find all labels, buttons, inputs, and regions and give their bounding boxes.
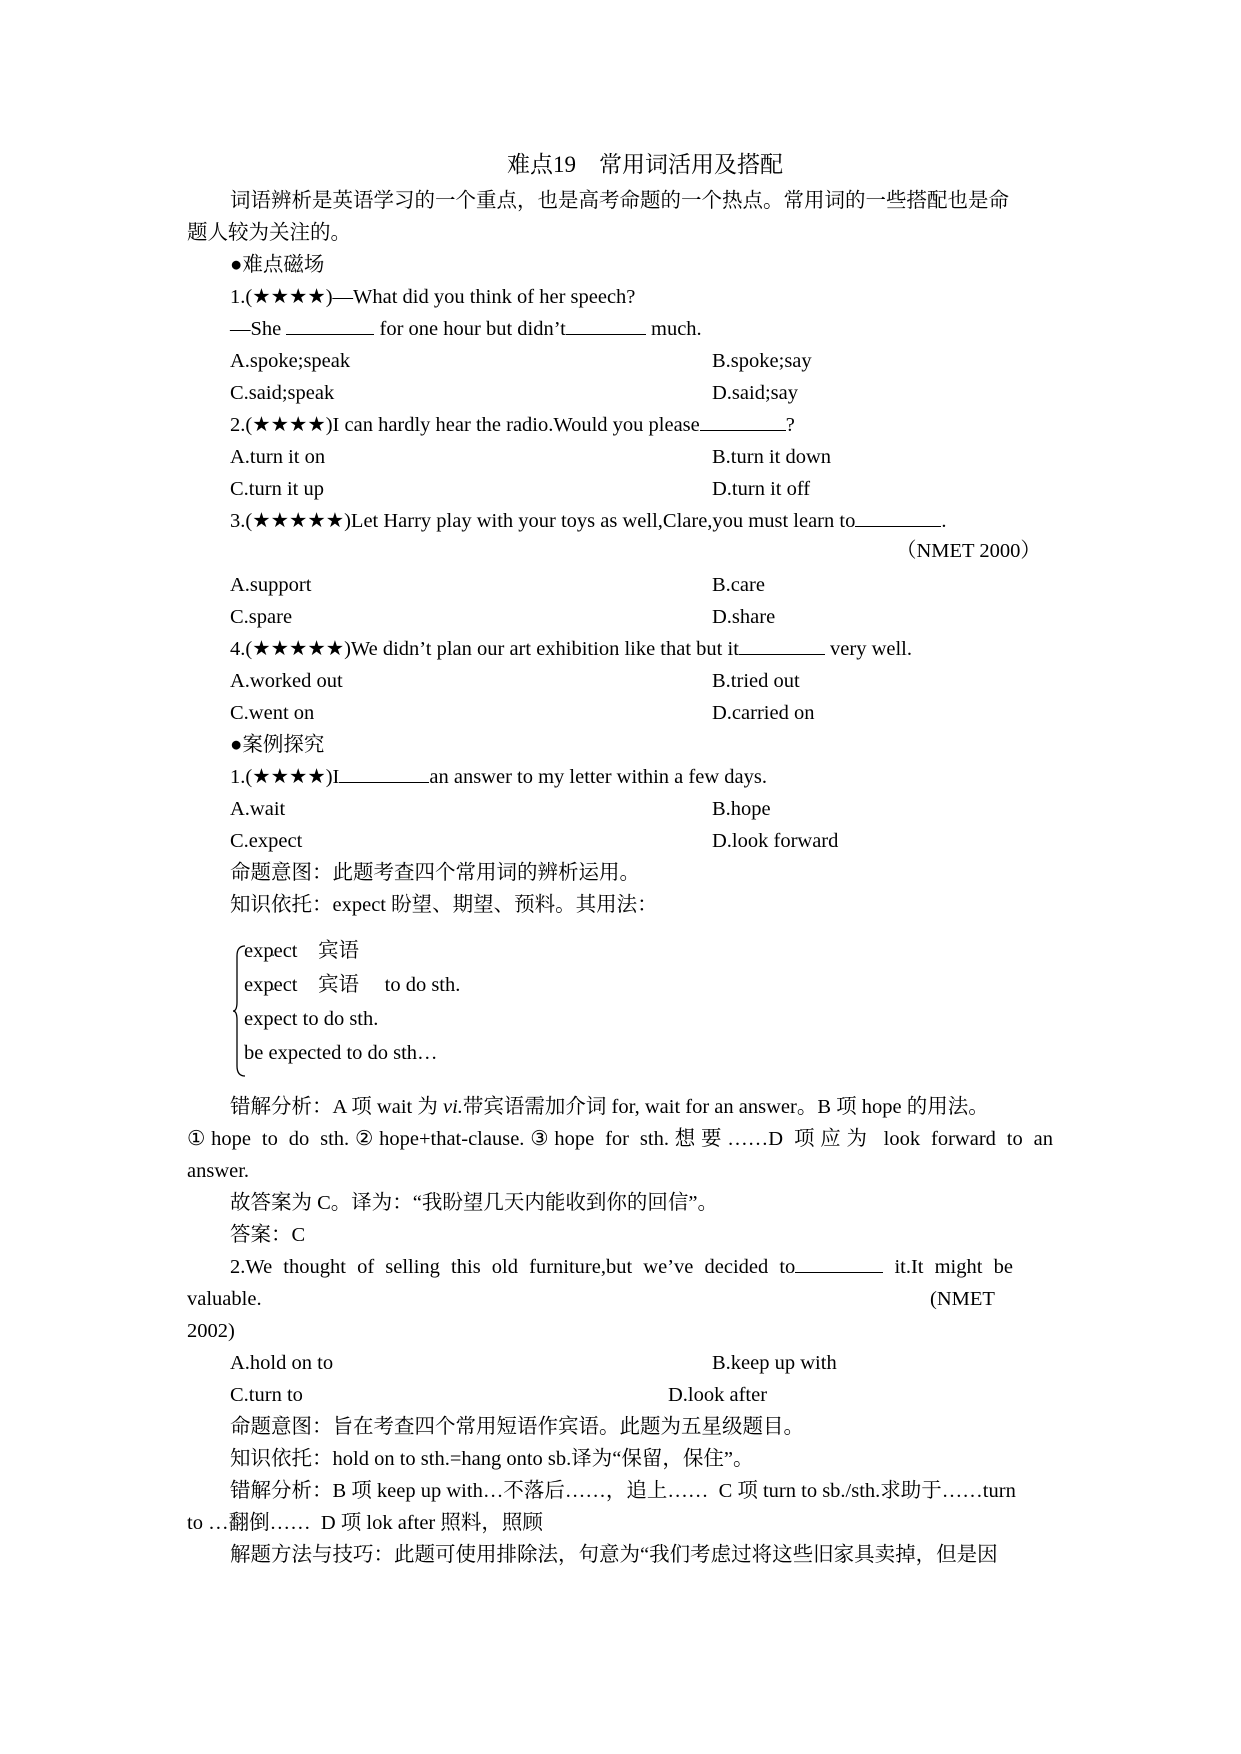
case1-option-d: D.look forward bbox=[712, 830, 839, 852]
case2-source-b: 2002) bbox=[187, 1320, 235, 1342]
usage-object: 宾语 bbox=[297, 974, 359, 996]
answer-blank bbox=[700, 412, 786, 431]
q1-stem-mid: for one hour but didn’t bbox=[374, 318, 566, 340]
q4-stem-pre: 4.(★★★★★)We didn’t plan our art exhibition like that but it bbox=[230, 638, 739, 660]
q4-stem bbox=[230, 636, 912, 662]
case1-stem-post: an answer to my letter within a few days. bbox=[429, 766, 767, 788]
q1-option-a: A.spoke;speak bbox=[230, 350, 351, 372]
case2-option-c: C.turn to bbox=[230, 1384, 303, 1406]
case1-intent: 命题意图：此题考查四个常用词的辨析运用。 bbox=[230, 862, 640, 884]
answer-blank bbox=[795, 1254, 883, 1273]
usage-line-3: expect to do sth. bbox=[244, 1008, 379, 1030]
q2-stem bbox=[230, 412, 795, 438]
q3-option-b: B.care bbox=[712, 574, 765, 596]
analysis-text: 带宾语需加介词 for, wait for an answer。B 项 hope 的用法。 bbox=[462, 1096, 989, 1118]
intro-line-1: 词语辨析是英语学习的一个重点，也是高考命题的一个热点。常用词的一些搭配也是命 bbox=[230, 190, 1009, 212]
case2-stem-pre: 2.We thought of selling this old furniture,but we’ve decided to bbox=[230, 1256, 796, 1278]
case2-option-b: B.keep up with bbox=[712, 1352, 837, 1374]
case1-option-b: B.hope bbox=[712, 798, 771, 820]
usage-tail: to do sth. bbox=[359, 974, 461, 996]
case2-option-d: D.look after bbox=[668, 1384, 768, 1406]
case2-source-a: (NMET bbox=[930, 1288, 995, 1310]
q3-stem-post: . bbox=[941, 510, 947, 532]
case1-stem-pre: 1.(★★★★)I bbox=[230, 766, 340, 788]
usage-line-1 bbox=[244, 938, 359, 964]
q4-option-c: C.went on bbox=[230, 702, 315, 724]
q2-option-d: D.turn it off bbox=[712, 478, 811, 500]
case1-option-c: C.expect bbox=[230, 830, 303, 852]
q2-option-c: C.turn it up bbox=[230, 478, 324, 500]
q2-stem-post: ? bbox=[785, 414, 795, 436]
q3-stem-pre: 3.(★★★★★)Let Harry play with your toys as well,Clare,you must learn to bbox=[230, 510, 856, 532]
q1-stem-post: much. bbox=[645, 318, 702, 340]
analysis-vi: vi. bbox=[442, 1096, 463, 1118]
answer-blank bbox=[855, 508, 941, 527]
usage-object: 宾语 bbox=[297, 940, 359, 962]
case2-basis: 知识依托：hold on to sth.=hang onto sb.译为“保留，保住”。 bbox=[230, 1448, 754, 1470]
intro-line-2: 题人较为关注的。 bbox=[187, 222, 351, 244]
case2-method: 解题方法与技巧：此题可使用排除法，句意为“我们考虑过将这些旧家具卖掉，但是因 bbox=[230, 1544, 998, 1566]
case1-analysis-line-1 bbox=[230, 1094, 989, 1120]
q4-option-a: A.worked out bbox=[230, 670, 343, 692]
q1-stem-line-2 bbox=[230, 316, 702, 342]
q2-option-a: A.turn it on bbox=[230, 446, 326, 468]
answer-blank bbox=[566, 316, 646, 335]
usage-line-4: be expected to do sth… bbox=[244, 1042, 438, 1064]
case1-answer: 答案：C bbox=[230, 1224, 306, 1246]
q3-stem bbox=[230, 508, 946, 534]
usage-word: expect · bbox=[244, 974, 298, 996]
q1-stem: 1.(★★★★)—What did you think of her speech? bbox=[230, 286, 636, 308]
answer-blank bbox=[339, 764, 429, 783]
case2-option-a: A.hold on to bbox=[230, 1352, 334, 1374]
usage-line-2 bbox=[244, 972, 460, 998]
q1-option-d: D.said;say bbox=[712, 382, 798, 404]
q4-option-b: B.tried out bbox=[712, 670, 800, 692]
q4-stem-post: very well. bbox=[824, 638, 912, 660]
case1-analysis-line-3: answer. bbox=[187, 1160, 250, 1182]
page-title: 难点19 常用词活用及搭配 bbox=[507, 152, 783, 177]
q3-option-a: A.support bbox=[230, 574, 312, 596]
case1-basis: 知识依托：expect 盼望、期望、预料。其用法： bbox=[230, 894, 658, 916]
analysis-text: 错解分析：A 项 wait 为 bbox=[230, 1096, 443, 1118]
case2-stem-line-2: valuable. bbox=[187, 1288, 262, 1310]
case2-stem bbox=[230, 1254, 1013, 1280]
q2-option-b: B.turn it down bbox=[712, 446, 832, 468]
case1-stem bbox=[230, 764, 767, 790]
case1-analysis-line-2: ①hope to do sth.②hope+that-clause.③hope for sth.想要……D 项应为 look forward to an bbox=[187, 1128, 1053, 1150]
q1-option-c: C.said;speak bbox=[230, 382, 335, 404]
q2-stem-pre: 2.(★★★★)I can hardly hear the radio.Would you please bbox=[230, 414, 700, 436]
answer-blank bbox=[739, 636, 825, 655]
case2-intent: 命题意图：旨在考查四个常用短语作宾语。此题为五星级题目。 bbox=[230, 1416, 804, 1438]
q3-source: （NMET 2000） bbox=[896, 540, 1041, 562]
q4-option-d: D.carried on bbox=[712, 702, 815, 724]
q1-stem-pre: —She bbox=[230, 318, 287, 340]
case1-conclusion: 故答案为 C。译为：“我盼望几天内能收到你的回信”。 bbox=[230, 1192, 718, 1214]
section-heading-practice: ●难点磁场 bbox=[230, 254, 325, 276]
q1-option-b: B.spoke;say bbox=[712, 350, 812, 372]
answer-blank bbox=[286, 316, 374, 335]
q3-option-d: D.share bbox=[712, 606, 776, 628]
section-heading-case-study: ●案例探究 bbox=[230, 734, 325, 756]
q3-option-c: C.spare bbox=[230, 606, 293, 628]
case1-option-a: A.wait bbox=[230, 798, 286, 820]
usage-word: expect · bbox=[244, 940, 298, 962]
case2-analysis-line-1: 错解分析：B 项 keep up with…不落后……，追上…… C 项 turn to sb./sth.求助于……turn bbox=[230, 1480, 1016, 1502]
case2-analysis-line-2: to …翻倒…… D 项 lok after 照料，照顾 bbox=[187, 1512, 543, 1534]
case2-stem-post: it.It might be bbox=[883, 1256, 1013, 1278]
